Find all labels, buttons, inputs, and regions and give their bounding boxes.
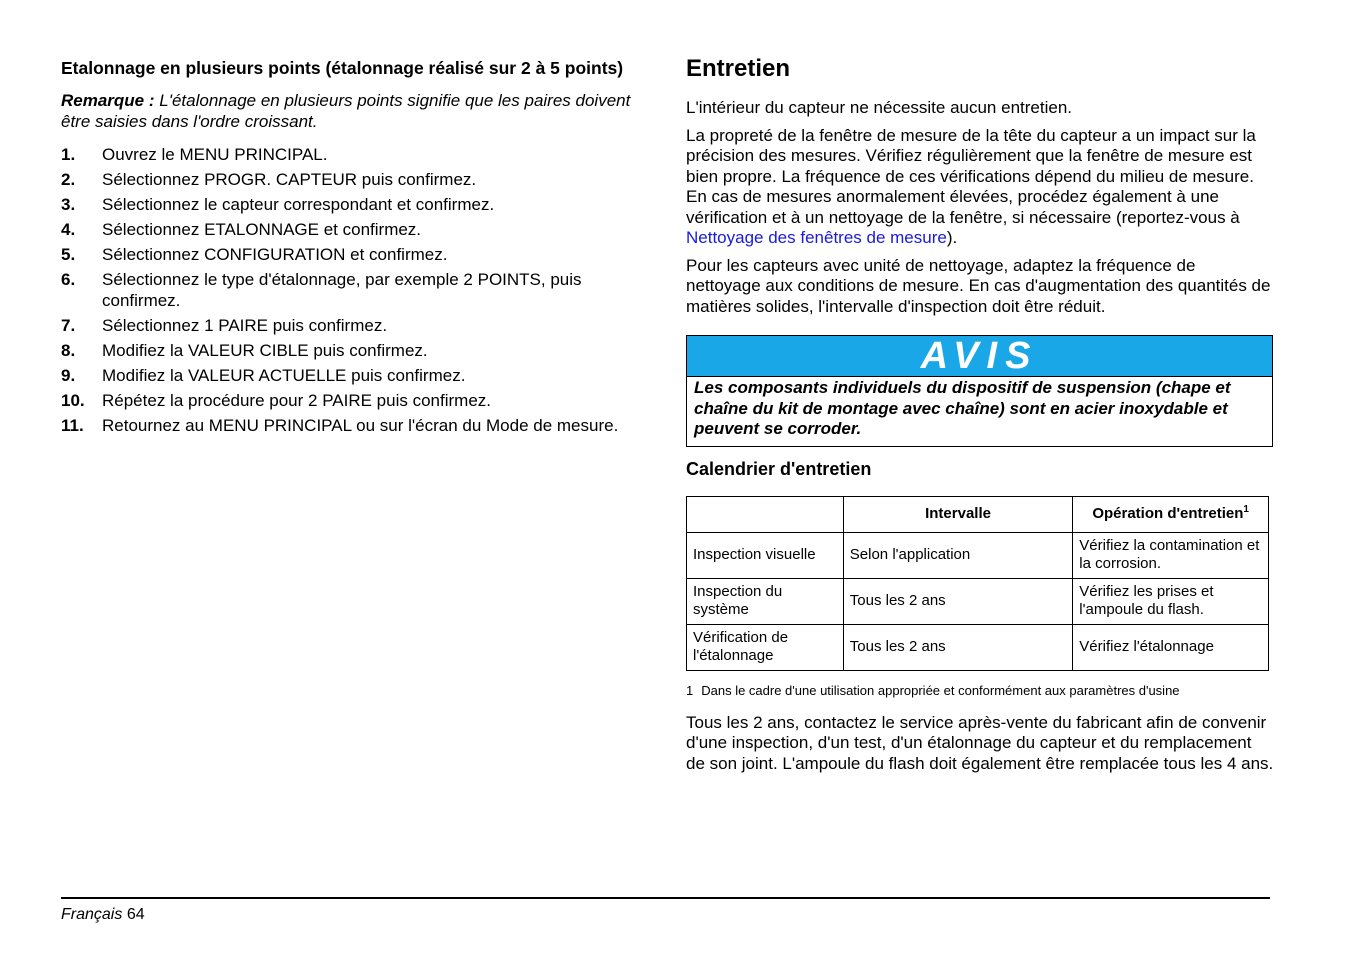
table-row bbox=[687, 624, 1269, 670]
maintenance-title: Entretien bbox=[686, 55, 791, 82]
step-item bbox=[61, 416, 633, 437]
step-item bbox=[61, 366, 633, 387]
step-number: 3. bbox=[61, 195, 76, 214]
table-cell: Vérifiez la contamination et la corrosion. bbox=[1073, 532, 1269, 578]
table-header-interval: Intervalle bbox=[843, 496, 1073, 532]
paragraph-window-cleanliness bbox=[686, 126, 1274, 249]
table-cell: Vérifiez l'étalonnage bbox=[1073, 624, 1269, 670]
footnote-ref: 1 bbox=[1243, 504, 1249, 515]
step-number: 6. bbox=[61, 270, 76, 289]
paragraph-text-end: ). bbox=[946, 228, 958, 247]
table-cell: Vérifiez les prises et l'ampoule du flash. bbox=[1073, 578, 1269, 624]
note-text: L'étalonnage en plusieurs points signifie que les paires doivent être saisies dans l'ordre croissant. bbox=[61, 91, 631, 131]
table-row bbox=[687, 532, 1269, 578]
step-number: 2. bbox=[61, 170, 76, 189]
page-footer bbox=[61, 905, 145, 925]
step-item bbox=[61, 341, 633, 362]
table-cell: Vérification de l'étalonnage bbox=[687, 624, 844, 670]
step-number: 7. bbox=[61, 315, 76, 335]
table-row bbox=[687, 578, 1269, 624]
step-text: Ouvrez le MENU PRINCIPAL. bbox=[102, 145, 328, 164]
notice-text: Les composants individuels du dispositif de suspension (chape et chaîne du kit de montage avec chaîne) sont en acier inoxydable et peuvent se corroder. bbox=[694, 378, 1231, 438]
step-item bbox=[61, 220, 633, 241]
step-item bbox=[61, 316, 633, 337]
step-text: Sélectionnez le type d'étalonnage, par exemple 2 POINTS, puis confirmez. bbox=[102, 270, 582, 310]
step-item bbox=[61, 270, 633, 311]
multipoint-calibration-heading: Etalonnage en plusieurs points (étalonnage réalisé sur 2 à 5 points) bbox=[61, 58, 624, 78]
step-text: Sélectionnez le capteur correspondant et confirmez. bbox=[102, 195, 495, 214]
maintenance-schedule-heading: Calendrier d'entretien bbox=[686, 458, 872, 479]
step-number: 4. bbox=[61, 220, 76, 239]
page-number: 64 bbox=[126, 906, 145, 923]
footnote-text: Dans le cadre d'une utilisation appropriée et conformément aux paramètres d'usine bbox=[701, 682, 1180, 698]
table-cell: Selon l'application bbox=[843, 532, 1073, 578]
table-header-row bbox=[687, 496, 1269, 532]
step-text: Sélectionnez 1 PAIRE puis confirmez. bbox=[102, 315, 388, 335]
right-column bbox=[686, 54, 1274, 781]
step-number: 9. bbox=[61, 365, 76, 385]
maintenance-schedule-table bbox=[686, 496, 1269, 671]
footnote-number: 1 bbox=[686, 682, 694, 698]
step-item bbox=[61, 391, 633, 412]
step-item bbox=[61, 195, 633, 216]
step-number: 11. bbox=[61, 415, 84, 435]
notice-box bbox=[686, 335, 1273, 447]
left-column bbox=[61, 58, 633, 441]
table-header-operation bbox=[1073, 496, 1269, 532]
step-item bbox=[61, 170, 633, 191]
steps-list bbox=[61, 145, 633, 436]
step-number: 1. bbox=[61, 145, 76, 164]
step-text: Retournez au MENU PRINCIPAL ou sur l'écran du Mode de mesure. bbox=[102, 415, 619, 435]
step-text: Sélectionnez PROGR. CAPTEUR puis confirmez. bbox=[102, 170, 477, 189]
step-item bbox=[61, 245, 633, 266]
step-item bbox=[61, 145, 633, 166]
header-operation-label: Opération d'entretien bbox=[1092, 505, 1244, 522]
table-cell: Inspection du système bbox=[687, 578, 844, 624]
step-number: 10. bbox=[61, 390, 85, 410]
note bbox=[61, 91, 633, 132]
note-label: Remarque : bbox=[61, 91, 155, 110]
notice-banner: AVIS bbox=[687, 336, 1272, 377]
cleaning-windows-link[interactable]: Nettoyage des fenêtres de mesure bbox=[686, 228, 947, 247]
table-header-empty bbox=[687, 496, 844, 532]
step-text: Sélectionnez ETALONNAGE et confirmez. bbox=[102, 220, 422, 239]
footer-divider bbox=[61, 897, 1270, 899]
step-number: 8. bbox=[61, 340, 76, 360]
step-text: Sélectionnez CONFIGURATION et confirmez. bbox=[102, 245, 448, 264]
footer-language: Français bbox=[61, 906, 123, 923]
step-text: Modifiez la VALEUR ACTUELLE puis confirmez. bbox=[102, 365, 466, 385]
paragraph-interior: L'intérieur du capteur ne nécessite aucun entretien. bbox=[686, 98, 1072, 117]
paragraph-service: Tous les 2 ans, contactez le service après-vente du fabricant afin de convenir d'une inspection, d'un test, d'un étalonnage du capteur et du remplacement de son joint. L'ampoule du flash doit également être remplacée tous les 4 ans. bbox=[686, 712, 1274, 773]
step-text: Répétez la procédure pour 2 PAIRE puis confirmez. bbox=[102, 390, 491, 410]
paragraph-text: La propreté de la fenêtre de mesure de la tête du capteur a un impact sur la précision des mesures. Vérifiez régulièrement que la fenêtre de mesure est bien propre. La fréquence de ces vérifications dépend du milieu de mesure. En cas de mesures anormalement élevées, procédez également à une vérification et à un nettoyage de la fenêtre, si nécessaire (reportez-vous à bbox=[686, 125, 1256, 227]
table-cell: Tous les 2 ans bbox=[843, 624, 1073, 670]
table-cell: Tous les 2 ans bbox=[843, 578, 1073, 624]
step-text: Modifiez la VALEUR CIBLE puis confirmez. bbox=[102, 340, 428, 360]
table-cell: Inspection visuelle bbox=[687, 532, 844, 578]
paragraph-cleaning-unit: Pour les capteurs avec unité de nettoyage, adaptez la fréquence de nettoyage aux conditions de mesure. En cas d'augmentation des quantités de matières solides, l'intervalle d'inspection doit être réduit. bbox=[686, 255, 1271, 316]
table-footnote bbox=[686, 683, 1274, 699]
step-number: 5. bbox=[61, 245, 76, 264]
